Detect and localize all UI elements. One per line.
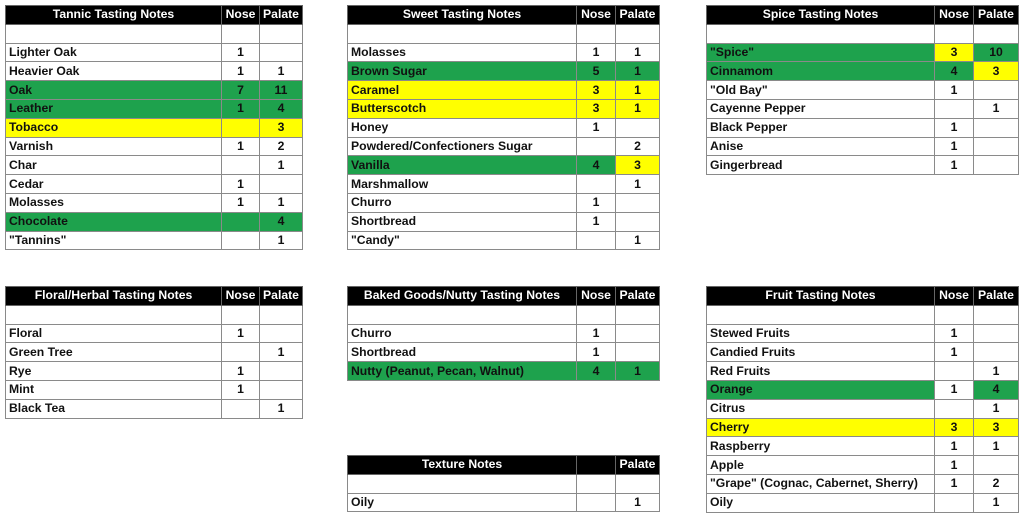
table-header-row [6, 6, 303, 25]
baked-goods-nutty-tasting-notes-table [347, 286, 660, 381]
palate-count: 3 [974, 418, 1019, 437]
nose-count: 1 [935, 324, 974, 343]
nose-count: 3 [577, 99, 616, 118]
nose-count [222, 156, 260, 175]
note-name: Vanilla [348, 156, 577, 175]
note-name: Red Fruits [707, 362, 935, 381]
nose-count [222, 231, 260, 250]
table-row [348, 62, 660, 81]
nose-count [935, 362, 974, 381]
note-name: Rye [6, 362, 222, 381]
nose-header [577, 456, 616, 475]
note-name: Varnish [6, 137, 222, 156]
note-name: Powdered/Confectioners Sugar [348, 137, 577, 156]
palate-header: Palate [260, 6, 303, 25]
table-row [707, 474, 1019, 493]
palate-count: 4 [260, 99, 303, 118]
palate-count: 2 [616, 137, 660, 156]
palate-count [260, 43, 303, 62]
table-row [707, 324, 1019, 343]
nose-count: 1 [935, 437, 974, 456]
nose-count: 1 [222, 193, 260, 212]
nose-count: 4 [577, 362, 616, 381]
palate-count: 1 [974, 99, 1019, 118]
palate-count [616, 118, 660, 137]
palate-count: 1 [260, 343, 303, 362]
table-header-row [6, 287, 303, 306]
nose-count [577, 493, 616, 512]
nose-count: 3 [935, 418, 974, 437]
palate-count [616, 193, 660, 212]
spacer-row [707, 305, 1019, 324]
palate-header: Palate [616, 6, 660, 25]
table-row [348, 343, 660, 362]
nose-count: 1 [577, 193, 616, 212]
palate-count [260, 380, 303, 399]
table-header-row [348, 6, 660, 25]
nose-count: 1 [935, 380, 974, 399]
palate-header: Palate [974, 6, 1019, 25]
spacer-row [348, 305, 660, 324]
note-name: Heavier Oak [6, 62, 222, 81]
table-row [6, 118, 303, 137]
note-name: Oily [348, 493, 577, 512]
nose-count [935, 399, 974, 418]
palate-count: 4 [260, 212, 303, 231]
palate-count: 10 [974, 43, 1019, 62]
palate-count: 1 [616, 62, 660, 81]
table-row [6, 81, 303, 100]
table-row [707, 156, 1019, 175]
table-row [6, 193, 303, 212]
spacer-row [707, 24, 1019, 43]
table-row [348, 175, 660, 194]
palate-count: 1 [260, 231, 303, 250]
palate-count: 1 [260, 399, 303, 418]
table-row [6, 43, 303, 62]
note-name: Raspberry [707, 437, 935, 456]
note-name: Brown Sugar [348, 62, 577, 81]
note-name: "Tannins" [6, 231, 222, 250]
floral-herbal-tasting-notes-table [5, 286, 303, 419]
table-row [6, 343, 303, 362]
table-row [348, 43, 660, 62]
note-name: Apple [707, 456, 935, 475]
note-name: Caramel [348, 81, 577, 100]
spacer-row [6, 305, 303, 324]
table-row [707, 137, 1019, 156]
nose-count: 1 [577, 43, 616, 62]
table-title: Sweet Tasting Notes [348, 6, 577, 25]
note-name: Cherry [707, 418, 935, 437]
texture-notes-table [347, 455, 660, 512]
table-row [348, 362, 660, 381]
nose-count: 1 [222, 362, 260, 381]
table-row [6, 99, 303, 118]
nose-count [935, 493, 974, 512]
note-name: Honey [348, 118, 577, 137]
table-row [707, 437, 1019, 456]
note-name: Butterscotch [348, 99, 577, 118]
nose-header: Nose [935, 6, 974, 25]
palate-count: 1 [260, 193, 303, 212]
note-name: Black Pepper [707, 118, 935, 137]
note-name: Char [6, 156, 222, 175]
note-name: Cayenne Pepper [707, 99, 935, 118]
palate-count: 2 [260, 137, 303, 156]
nose-count: 4 [577, 156, 616, 175]
note-name: Green Tree [6, 343, 222, 362]
note-name: Shortbread [348, 343, 577, 362]
palate-count: 3 [260, 118, 303, 137]
nose-count: 1 [935, 137, 974, 156]
palate-count [616, 212, 660, 231]
nose-count: 1 [935, 343, 974, 362]
table-row [6, 231, 303, 250]
palate-count: 1 [616, 43, 660, 62]
note-name: Black Tea [6, 399, 222, 418]
table-title: Tannic Tasting Notes [6, 6, 222, 25]
palate-count [974, 118, 1019, 137]
note-name: Orange [707, 380, 935, 399]
nose-count: 1 [222, 175, 260, 194]
palate-count [260, 362, 303, 381]
nose-count: 1 [222, 99, 260, 118]
nose-header: Nose [935, 287, 974, 306]
palate-header: Palate [260, 287, 303, 306]
nose-count: 1 [222, 43, 260, 62]
palate-count [974, 456, 1019, 475]
palate-count: 1 [616, 231, 660, 250]
table-row [707, 456, 1019, 475]
note-name: Candied Fruits [707, 343, 935, 362]
table-row [348, 493, 660, 512]
palate-count: 11 [260, 81, 303, 100]
table-row [707, 418, 1019, 437]
table-row [6, 137, 303, 156]
palate-count: 1 [974, 437, 1019, 456]
table-row [6, 324, 303, 343]
palate-count [616, 343, 660, 362]
sweet-tasting-notes-table [347, 5, 660, 250]
nose-count: 3 [577, 81, 616, 100]
table-title: Spice Tasting Notes [707, 6, 935, 25]
note-name: Tobacco [6, 118, 222, 137]
nose-count [222, 343, 260, 362]
table-row [348, 118, 660, 137]
nose-count: 1 [222, 62, 260, 81]
table-title: Fruit Tasting Notes [707, 287, 935, 306]
table-row [6, 362, 303, 381]
palate-count: 1 [974, 399, 1019, 418]
note-name: Anise [707, 137, 935, 156]
spacer-row [348, 474, 660, 493]
nose-count: 1 [577, 118, 616, 137]
note-name: Churro [348, 193, 577, 212]
tannic-tasting-notes-table [5, 5, 303, 250]
table-row [348, 81, 660, 100]
palate-count: 1 [616, 493, 660, 512]
nose-count: 5 [577, 62, 616, 81]
table-row [707, 399, 1019, 418]
palate-count [974, 81, 1019, 100]
note-name: Citrus [707, 399, 935, 418]
table-row [6, 62, 303, 81]
nose-count: 1 [577, 212, 616, 231]
palate-count: 1 [260, 62, 303, 81]
nose-header: Nose [577, 287, 616, 306]
palate-count: 1 [974, 493, 1019, 512]
table-row [707, 99, 1019, 118]
palate-count [974, 156, 1019, 175]
table-row [348, 212, 660, 231]
spice-tasting-notes-table [706, 5, 1019, 175]
note-name: Cinnamom [707, 62, 935, 81]
nose-count: 3 [935, 43, 974, 62]
note-name: Lighter Oak [6, 43, 222, 62]
nose-count: 1 [935, 118, 974, 137]
palate-count [974, 324, 1019, 343]
nose-header: Nose [577, 6, 616, 25]
palate-count [616, 324, 660, 343]
note-name: Stewed Fruits [707, 324, 935, 343]
table-row [707, 362, 1019, 381]
note-name: Mint [6, 380, 222, 399]
nose-count: 1 [577, 324, 616, 343]
palate-count: 3 [974, 62, 1019, 81]
table-row [348, 156, 660, 175]
palate-count [974, 137, 1019, 156]
table-row [707, 380, 1019, 399]
table-row [6, 212, 303, 231]
note-name: Churro [348, 324, 577, 343]
palate-count: 4 [974, 380, 1019, 399]
table-title: Baked Goods/Nutty Tasting Notes [348, 287, 577, 306]
table-row [707, 118, 1019, 137]
table-row [348, 324, 660, 343]
palate-header: Palate [616, 456, 660, 475]
palate-count: 2 [974, 474, 1019, 493]
palate-count: 3 [616, 156, 660, 175]
table-row [348, 231, 660, 250]
table-header-row [348, 456, 660, 475]
table-row [6, 399, 303, 418]
nose-count: 4 [935, 62, 974, 81]
table-row [707, 43, 1019, 62]
table-title: Texture Notes [348, 456, 577, 475]
table-header-row [707, 287, 1019, 306]
palate-header: Palate [616, 287, 660, 306]
palate-count: 1 [616, 362, 660, 381]
note-name: Nutty (Peanut, Pecan, Walnut) [348, 362, 577, 381]
nose-count: 1 [577, 343, 616, 362]
nose-count [222, 118, 260, 137]
table-row [707, 81, 1019, 100]
nose-count: 1 [935, 81, 974, 100]
note-name: Marshmallow [348, 175, 577, 194]
table-row [707, 343, 1019, 362]
fruit-tasting-notes-table [706, 286, 1019, 513]
note-name: "Spice" [707, 43, 935, 62]
note-name: Gingerbread [707, 156, 935, 175]
nose-count: 1 [935, 156, 974, 175]
palate-count: 1 [616, 99, 660, 118]
note-name: Oily [707, 493, 935, 512]
palate-count: 1 [616, 175, 660, 194]
palate-count: 1 [260, 156, 303, 175]
nose-count [577, 175, 616, 194]
palate-header: Palate [974, 287, 1019, 306]
palate-count [260, 175, 303, 194]
nose-count: 1 [222, 137, 260, 156]
nose-count: 1 [935, 456, 974, 475]
table-header-row [707, 6, 1019, 25]
table-title: Floral/Herbal Tasting Notes [6, 287, 222, 306]
note-name: Shortbread [348, 212, 577, 231]
table-row [707, 62, 1019, 81]
nose-count: 1 [935, 474, 974, 493]
table-row [348, 137, 660, 156]
palate-count [974, 343, 1019, 362]
nose-count [935, 99, 974, 118]
note-name: "Candy" [348, 231, 577, 250]
table-header-row [348, 287, 660, 306]
nose-header: Nose [222, 287, 260, 306]
nose-count: 1 [222, 324, 260, 343]
note-name: Molasses [6, 193, 222, 212]
spacer-row [348, 24, 660, 43]
table-row [707, 493, 1019, 512]
nose-count [577, 137, 616, 156]
spacer-row [6, 24, 303, 43]
table-row [6, 380, 303, 399]
palate-count [260, 324, 303, 343]
table-row [348, 193, 660, 212]
nose-count [577, 231, 616, 250]
nose-header: Nose [222, 6, 260, 25]
note-name: Floral [6, 324, 222, 343]
nose-count: 1 [222, 380, 260, 399]
nose-count [222, 399, 260, 418]
note-name: Cedar [6, 175, 222, 194]
table-row [6, 156, 303, 175]
note-name: Oak [6, 81, 222, 100]
note-name: "Grape" (Cognac, Cabernet, Sherry) [707, 474, 935, 493]
table-row [6, 175, 303, 194]
table-row [348, 99, 660, 118]
palate-count: 1 [974, 362, 1019, 381]
note-name: Chocolate [6, 212, 222, 231]
palate-count: 1 [616, 81, 660, 100]
note-name: Leather [6, 99, 222, 118]
nose-count [222, 212, 260, 231]
note-name: "Old Bay" [707, 81, 935, 100]
nose-count: 7 [222, 81, 260, 100]
note-name: Molasses [348, 43, 577, 62]
